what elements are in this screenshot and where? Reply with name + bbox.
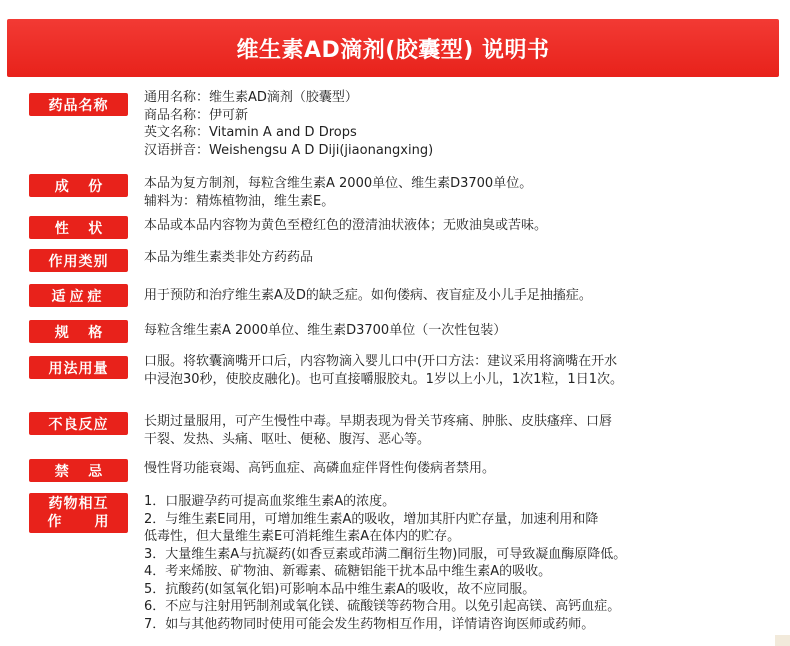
usage-line: 口服。将软囊滴嘴开口后，内容物滴入婴儿口中(开口方法：建议采用将滴嘴在开水 bbox=[144, 354, 618, 369]
generic-name: 通用名称：维生素AD滴剂（胶囊型） bbox=[144, 90, 358, 105]
label-contraindications-char-1: 禁 bbox=[54, 463, 69, 480]
label-interactions-char-2: 用 bbox=[94, 514, 110, 530]
label-specification-char-2: 格 bbox=[88, 324, 103, 341]
specification-line: 每粒含维生素A 2000单位、维生素D3700单位（一次性包装） bbox=[144, 323, 507, 338]
interaction-item-7: 7．如与其他药物同时使用可能会发生药物相互作用，详情请咨询医师或药师。 bbox=[144, 616, 595, 632]
corner-shade bbox=[775, 635, 790, 646]
label-interactions-line-1: 药物相互 bbox=[48, 496, 109, 512]
label-adverse-reactions: 不良反应 bbox=[29, 412, 128, 435]
interactions-content bbox=[144, 493, 780, 633]
label-interactions-line-2 bbox=[48, 513, 110, 531]
label-properties-char-1: 性 bbox=[54, 220, 69, 237]
composition-line: 本品为复方制剂，每粒含维生素A 2000单位、维生素D3700单位。 bbox=[144, 176, 533, 191]
adverse-line: 长期过量服用，可产生慢性中毒。早期表现为骨关节疼痛、肿胀、皮肤瘙痒、口唇 bbox=[144, 414, 613, 429]
indications-line: 用于预防和治疗维生素A及D的缺乏症。如佝偻病、夜盲症及小儿手足抽搐症。 bbox=[144, 288, 592, 303]
category-line: 本品为维生素类非处方药药品 bbox=[144, 250, 314, 265]
label-composition bbox=[29, 174, 128, 197]
label-category: 作用类别 bbox=[29, 249, 128, 272]
composition-content bbox=[144, 175, 780, 210]
label-properties bbox=[29, 216, 128, 239]
page-title: 维生素AD滴剂(胶囊型) 说明书 bbox=[236, 37, 550, 63]
contraindications-line: 慢性肾功能衰竭、高钙血症、高磷血症伴肾性佝偻病者禁用。 bbox=[144, 461, 496, 476]
title-banner bbox=[7, 19, 779, 77]
interaction-item-5: 5．抗酸药(如氢氧化铝)可影响本品中维生素A的吸收，故不应同服。 bbox=[144, 581, 536, 597]
adverse-content bbox=[144, 413, 780, 448]
label-properties-char-2: 状 bbox=[88, 220, 103, 237]
label-specification-char-1: 规 bbox=[54, 324, 69, 341]
interaction-item-3: 3．大量维生素A与抗凝药(如香豆素或茚满二酮衍生物)同服，可导致凝血酶原降低。 bbox=[144, 546, 627, 562]
trade-name: 商品名称：伊可新 bbox=[144, 107, 249, 123]
label-composition-char-1: 成 bbox=[54, 178, 69, 195]
label-interactions bbox=[29, 493, 128, 533]
label-interactions-char-1: 作 bbox=[47, 514, 63, 530]
label-indications: 适应症 bbox=[29, 284, 128, 307]
interaction-item-2-cont: 低毒性，但大量维生素E可消耗维生素A在体内的贮存。 bbox=[144, 529, 461, 544]
interaction-item-2: 2．与维生素E同用，可增加维生素A的吸收，增加其肝内贮存量，加速利用和降 bbox=[144, 511, 599, 527]
indications-content bbox=[144, 287, 780, 305]
category-content bbox=[144, 249, 780, 267]
label-specification bbox=[29, 320, 128, 343]
label-usage: 用法用量 bbox=[29, 356, 128, 379]
label-drug-name: 药品名称 bbox=[29, 93, 128, 116]
properties-content bbox=[144, 217, 780, 235]
interaction-item-1: 1．口服避孕药可提高血浆维生素A的浓度。 bbox=[144, 494, 396, 509]
label-contraindications-char-2: 忌 bbox=[88, 463, 103, 480]
adverse-line: 干裂、发热、头痛、呕吐、便秘、腹泻、恶心等。 bbox=[144, 431, 431, 447]
specification-content bbox=[144, 322, 780, 340]
pinyin-name: 汉语拼音：Weishengsu A D Diji(jiaonangxing) bbox=[144, 142, 434, 158]
properties-line: 本品或本品内容物为黄色至橙红色的澄清油状液体；无败油臭或苦味。 bbox=[144, 218, 548, 233]
label-contraindications bbox=[29, 459, 128, 482]
label-composition-char-2: 份 bbox=[88, 178, 103, 195]
english-name: 英文名称：Vitamin A and D Drops bbox=[144, 125, 357, 140]
interaction-item-4: 4．考来烯胺、矿物油、新霉素、硫糖铝能干扰本品中维生素A的吸收。 bbox=[144, 564, 552, 579]
usage-content bbox=[144, 353, 780, 388]
composition-line: 辅料为：精炼植物油，维生素E。 bbox=[144, 193, 335, 209]
usage-line: 中浸泡30秒，使胶皮融化)。也可直接嚼服胶丸。1岁以上小儿，1次1粒，1日1次。 bbox=[144, 371, 623, 387]
contraindications-content bbox=[144, 460, 780, 478]
interaction-item-6: 6．不应与注射用钙制剂或氧化镁、硫酸镁等药物合用。以免引起高镁、高钙血症。 bbox=[144, 599, 621, 614]
drug-name-content bbox=[144, 89, 780, 159]
